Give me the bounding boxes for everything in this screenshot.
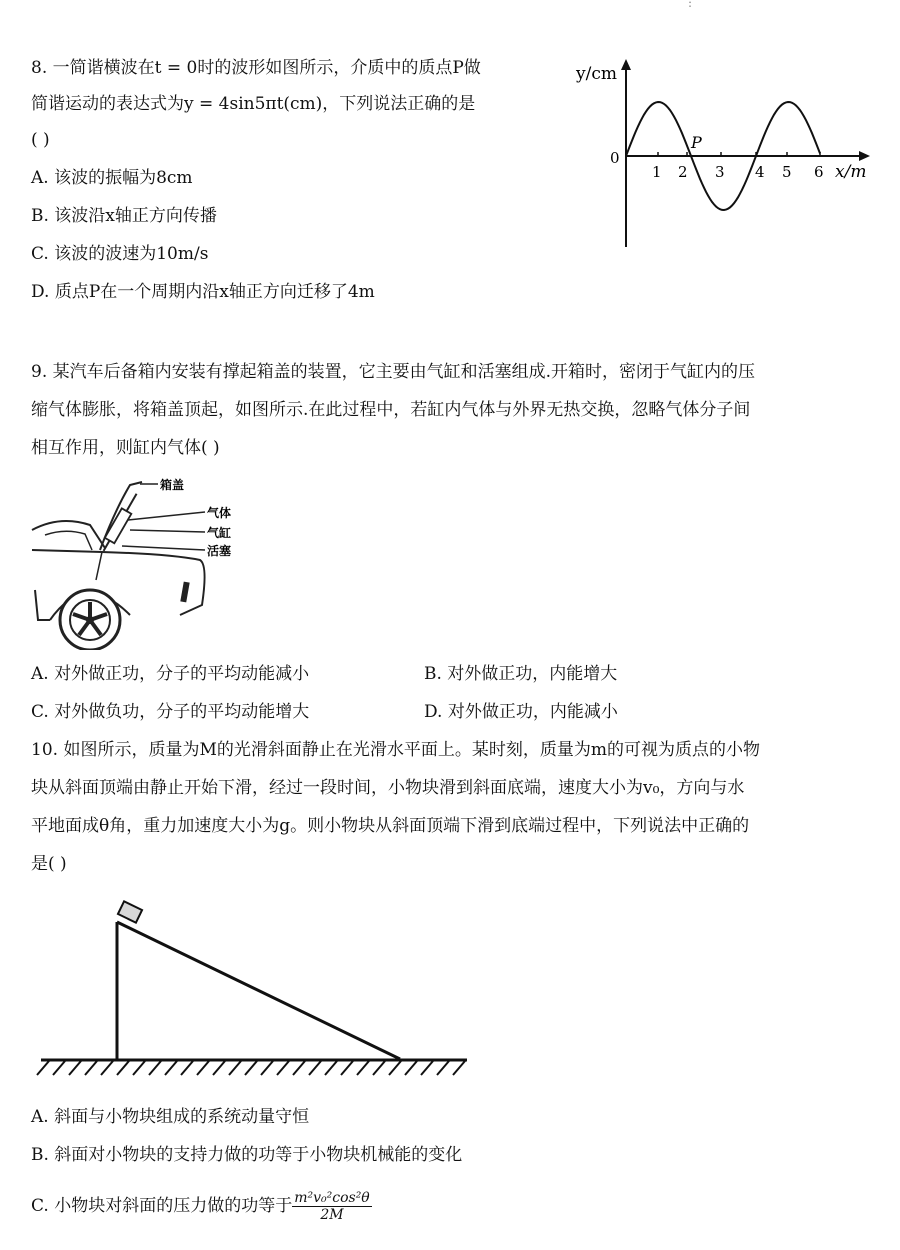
q9-option-b: B. 对外做正功，内能增大 — [424, 664, 618, 684]
tail-light — [180, 582, 189, 603]
leader-gas — [128, 512, 205, 520]
x-axis-arrow — [859, 151, 870, 161]
q10-option-c-fraction — [292, 1190, 372, 1223]
q9-line-1: 9. 某汽车后备箱内安装有撑起箱盖的装置，它主要由气缸和活塞组成.开箱时，密闭于气缸内的压 — [31, 362, 756, 382]
y-axis-arrow — [621, 59, 631, 70]
q10-line-2: 块从斜面顶端由静止开始下滑，经过一段时间，小物块滑到斜面底端，速度大小为v₀，方向与水 — [31, 778, 745, 798]
tick-label-6: 6 — [814, 163, 824, 181]
q8-option-b: B. 该波沿x轴正方向传播 — [31, 206, 217, 226]
q10-option-c-text: C. 小物块对斜面的压力做的功等于 — [31, 1196, 293, 1216]
q9-option-c: C. 对外做负功，分子的平均动能增大 — [31, 702, 310, 722]
q9-line-2: 缩气体膨胀，将箱盖顶起，如图所示.在此过程中，若缸内气体与外界无热交换，忽略气体分子间 — [31, 400, 751, 420]
q10-line-3: 平地面成θ角，重力加速度大小为g。则小物块从斜面顶端下滑到底端过程中，下列说法中正确的 — [31, 816, 750, 836]
q9-car-figure — [30, 470, 250, 650]
body-seam — [96, 552, 102, 580]
y-axis-label: y/cm — [576, 64, 617, 84]
ground-hatching — [37, 1061, 465, 1075]
q8-wave-figure — [570, 55, 880, 250]
q10-option-a: A. 斜面与小物块组成的系统动量守恒 — [31, 1107, 310, 1127]
leader-cylinder — [130, 530, 205, 532]
small-block — [118, 901, 142, 922]
q10-option-b: B. 斜面对小物块的支持力做的功等于小物块机械能的变化 — [31, 1145, 463, 1165]
label-gas: 气体 — [207, 506, 232, 520]
q8-line-3: ( ) — [31, 130, 50, 150]
car-roof — [32, 521, 105, 548]
q9-option-a: A. 对外做正功，分子的平均动能减小 — [31, 664, 310, 684]
tick-label-1: 1 — [652, 163, 662, 181]
q8-option-c: C. 该波的波速为10m/s — [31, 244, 209, 264]
rear-window — [45, 531, 92, 550]
label-trunk-lid: 箱盖 — [160, 478, 185, 492]
tick-label-2: 2 — [678, 163, 688, 181]
origin-label: 0 — [610, 149, 620, 167]
leader-piston — [122, 546, 205, 550]
q10-option-c — [31, 1190, 372, 1223]
label-cylinder: 气缸 — [207, 526, 232, 540]
label-piston: 活塞 — [207, 544, 232, 558]
q8-option-d: D. 质点P在一个周期内沿x轴正方向迁移了4m — [31, 282, 375, 302]
point-p-label: P — [691, 133, 702, 152]
q8-option-a: A. 该波的振幅为8cm — [31, 168, 193, 188]
corner-mark: : — [688, 0, 693, 10]
tick-label-5: 5 — [782, 163, 792, 181]
gas-spring — [99, 491, 142, 554]
tick-label-4: 4 — [755, 163, 765, 181]
q10-line-4: 是( ) — [31, 854, 67, 874]
fraction-numerator: m²v₀²cos²θ — [294, 1190, 370, 1206]
q9-line-3: 相互作用，则缸内气体( ) — [31, 438, 220, 458]
x-axis-label: x/m — [835, 162, 867, 182]
q9-option-d: D. 对外做正功，内能减小 — [424, 702, 618, 722]
q8-line-2: 简谐运动的表达式为y = 4sin5πt(cm)，下列说法正确的是 — [31, 94, 476, 114]
wedge — [117, 922, 400, 1059]
wheel-hub — [86, 616, 94, 624]
q8-line-1: 8. 一简谐横波在t = 0时的波形如图所示，介质中的质点P做 — [31, 58, 481, 78]
q10-incline-figure — [35, 895, 475, 1085]
tick-label-3: 3 — [715, 163, 725, 181]
fraction-denominator: 2M — [320, 1207, 344, 1223]
q10-line-1: 10. 如图所示，质量为M的光滑斜面静止在光滑水平面上。某时刻，质量为m的可视为质点的小物 — [31, 740, 760, 760]
